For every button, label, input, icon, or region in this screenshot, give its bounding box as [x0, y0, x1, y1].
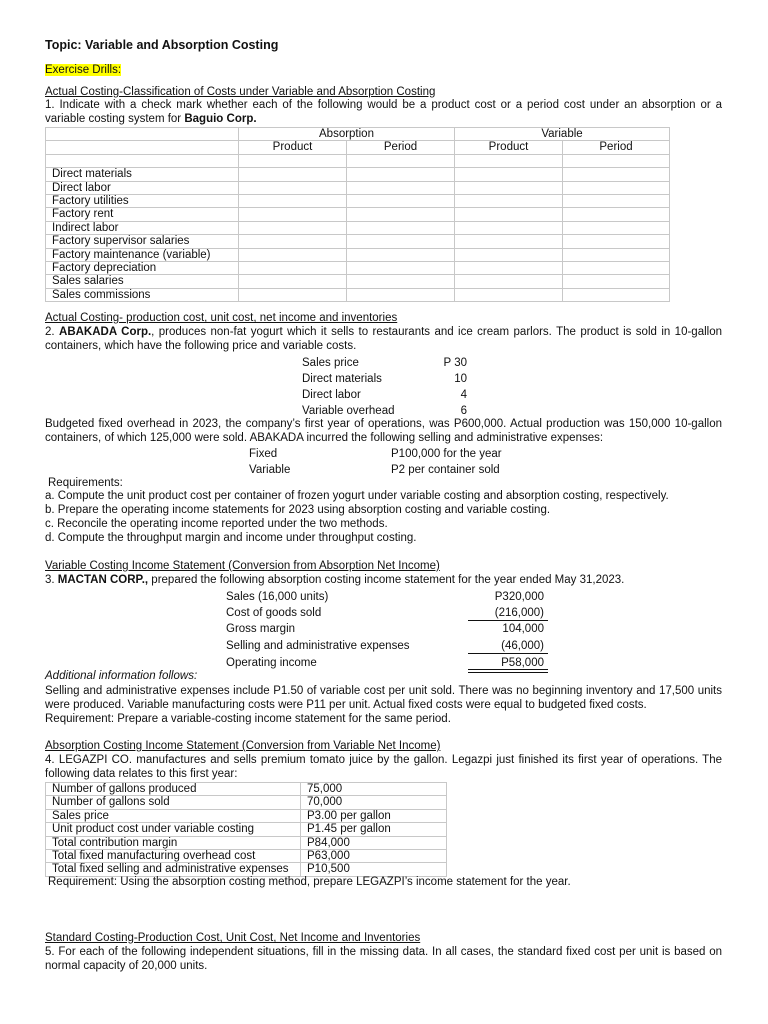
check-cell[interactable]	[455, 195, 563, 208]
data-value: P3.00 per gallon	[301, 809, 447, 822]
check-cell[interactable]	[347, 235, 455, 248]
section-2-company: ABAKADA Corp.	[59, 326, 152, 338]
row-label: Sales salaries	[46, 275, 239, 288]
cost-label: Sales price	[302, 357, 359, 369]
section-3-text: prepared the following absorption costing income statement for the year ended May 31,2023.	[148, 574, 625, 586]
section-1-company: Baguio Corp.	[184, 113, 257, 125]
section-2-text: , produces non-fat yogurt which it sells to restaurants and ice cream parlors. The product is sold in 10-gallon containers, which have the following price and variable costs.	[45, 326, 722, 352]
data-value: P84,000	[301, 836, 447, 849]
table-row	[46, 248, 670, 261]
table-row	[46, 823, 447, 836]
section-1-text: 1. Indicate with a check mark whether each of the following would be a product cost or a period cost under an absorption or a variable costing system for	[45, 99, 722, 125]
section-3-num: 3.	[45, 574, 58, 586]
subtotal-rule	[468, 620, 548, 621]
page-title: Topic: Variable and Absorption Costing	[45, 38, 279, 52]
data-label: Total fixed selling and administrative expenses	[46, 863, 301, 876]
row-label: Factory rent	[46, 208, 239, 221]
check-cell[interactable]	[455, 262, 563, 275]
expense-label: Fixed	[249, 448, 278, 460]
table-row	[46, 836, 447, 849]
cost-value: 10	[454, 373, 467, 385]
section-2-num: 2.	[45, 326, 60, 338]
row-label: Factory supervisor salaries	[46, 235, 239, 248]
table-row	[46, 221, 670, 234]
check-cell[interactable]	[347, 248, 455, 261]
check-cell[interactable]	[455, 288, 563, 301]
income-line-label: Sales (16,000 units)	[226, 591, 329, 603]
section-1-instructions	[45, 98, 722, 126]
check-cell[interactable]	[563, 288, 670, 301]
check-cell[interactable]	[347, 208, 455, 221]
row-label: Direct materials	[46, 168, 239, 181]
data-value: 75,000	[301, 783, 447, 796]
check-cell[interactable]	[455, 235, 563, 248]
check-cell[interactable]	[239, 221, 347, 234]
section-2-intro	[45, 325, 722, 353]
check-cell[interactable]	[563, 195, 670, 208]
column-header: Product	[239, 141, 347, 154]
income-line-value: (46,000)	[501, 640, 544, 652]
cost-classification-table	[45, 127, 670, 302]
check-cell[interactable]	[239, 248, 347, 261]
table-row	[46, 181, 670, 194]
data-value: P10,500	[301, 863, 447, 876]
legazpi-data-table	[45, 782, 447, 877]
check-cell[interactable]	[239, 208, 347, 221]
check-cell[interactable]	[455, 275, 563, 288]
row-label: Factory depreciation	[46, 262, 239, 275]
data-value: P63,000	[301, 850, 447, 863]
check-cell[interactable]	[239, 181, 347, 194]
section-3-company: MACTAN CORP.,	[57, 574, 149, 586]
check-cell[interactable]	[455, 221, 563, 234]
section-4-requirement: Requirement: Using the absorption costing method, prepare LEGAZPI’s income statement for the year.	[48, 876, 571, 888]
requirements-label: Requirements:	[48, 477, 123, 489]
data-label: Number of gallons sold	[46, 796, 301, 809]
section-3-intro	[45, 573, 624, 587]
expense-value: P100,000 for the year	[391, 448, 502, 460]
income-line-label: Gross margin	[226, 623, 296, 635]
check-cell[interactable]	[563, 168, 670, 181]
table-row	[46, 262, 670, 275]
column-header: Period	[347, 141, 455, 154]
data-label: Total contribution margin	[46, 836, 301, 849]
check-cell[interactable]	[455, 168, 563, 181]
table-row	[46, 208, 670, 221]
check-cell[interactable]	[347, 168, 455, 181]
variable-group-header: Variable	[455, 128, 670, 141]
total-double-rule	[468, 669, 548, 673]
highlighted-label: Exercise Drills:	[45, 64, 122, 76]
subtotal-rule	[468, 653, 548, 654]
check-cell[interactable]	[563, 235, 670, 248]
check-cell[interactable]	[347, 181, 455, 194]
cost-label: Direct materials	[302, 373, 382, 385]
data-label: Unit product cost under variable costing	[46, 823, 301, 836]
requirement-item: d. Compute the throughput margin and income under throughput costing.	[45, 532, 417, 544]
income-line-value: P58,000	[501, 657, 544, 669]
check-cell[interactable]	[563, 275, 670, 288]
check-cell[interactable]	[239, 262, 347, 275]
check-cell[interactable]	[563, 181, 670, 194]
income-line-value: 104,000	[502, 623, 544, 635]
check-cell[interactable]	[347, 288, 455, 301]
data-value: P1.45 per gallon	[301, 823, 447, 836]
section-4-heading: Absorption Costing Income Statement (Conversion from Variable Net Income)	[45, 740, 441, 752]
income-line-label: Operating income	[226, 657, 317, 669]
section-3-requirement: Requirement: Prepare a variable-costing income statement for the same period.	[45, 713, 451, 725]
row-label: Factory maintenance (variable)	[46, 248, 239, 261]
table-row	[46, 235, 670, 248]
row-label: Direct labor	[46, 181, 239, 194]
section-5-intro: 5. For each of the following independent situations, fill in the missing data. In all cases, the standard fixed cost per unit is based on normal capacity of 20,000 units.	[45, 946, 722, 972]
data-label: Number of gallons produced	[46, 783, 301, 796]
absorption-group-header: Absorption	[239, 128, 455, 141]
check-cell[interactable]	[563, 262, 670, 275]
income-line-label: Cost of goods sold	[226, 607, 322, 619]
check-cell[interactable]	[239, 235, 347, 248]
data-label: Total fixed manufacturing overhead cost	[46, 850, 301, 863]
section-3-heading: Variable Costing Income Statement (Conversion from Absorption Net Income)	[45, 560, 440, 572]
table-row	[46, 796, 447, 809]
requirement-item: a. Compute the unit product cost per container of frozen yogurt under variable costing and absorption costing, respectively.	[45, 490, 669, 502]
table-cell	[46, 128, 239, 141]
section-1-heading: Actual Costing-Classification of Costs under Variable and Absorption Costing	[45, 86, 436, 98]
expense-value: P2 per container sold	[391, 464, 500, 476]
section-3-paragraph: Selling and administrative expenses include P1.50 of variable cost per unit sold. There was no beginning inventory and 17,500 units were produced. Variable manufacturing costs were P11 per unit. Actual fixed costs were equal to budgeted fixed costs.	[45, 685, 722, 711]
data-value: 70,000	[301, 796, 447, 809]
check-cell[interactable]	[563, 208, 670, 221]
column-header: Product	[455, 141, 563, 154]
table-row	[46, 783, 447, 796]
table-cell	[46, 141, 239, 154]
check-cell[interactable]	[347, 195, 455, 208]
row-label: Indirect labor	[46, 221, 239, 234]
section-2-heading: Actual Costing- production cost, unit cost, net income and inventories	[45, 312, 398, 324]
cost-value: 6	[460, 405, 467, 417]
cost-label: Variable overhead	[302, 405, 395, 417]
check-cell[interactable]	[347, 221, 455, 234]
check-cell[interactable]	[455, 248, 563, 261]
table-spacer-row	[46, 154, 670, 167]
table-row	[46, 850, 447, 863]
column-header: Period	[563, 141, 670, 154]
check-cell[interactable]	[239, 168, 347, 181]
requirement-item: c. Reconcile the operating income reported under the two methods.	[45, 518, 388, 530]
cost-label: Direct labor	[302, 389, 361, 401]
cost-value: P 30	[443, 357, 467, 369]
check-cell[interactable]	[239, 288, 347, 301]
row-label: Factory utilities	[46, 195, 239, 208]
check-cell[interactable]	[347, 275, 455, 288]
check-cell[interactable]	[347, 262, 455, 275]
income-line-value: P320,000	[494, 591, 544, 603]
table-row	[46, 195, 670, 208]
income-line-label: Selling and administrative expenses	[226, 640, 410, 652]
table-group-header-row	[46, 128, 670, 141]
check-cell[interactable]	[455, 181, 563, 194]
table-row	[46, 275, 670, 288]
section-2-budget-text: Budgeted fixed overhead in 2023, the company’s first year of operations, was P600,000. Actual production was 150,000 10-gallon containers, of which 125,000 were sold. ABAKADA incurred the following selling and administrative expenses:	[45, 418, 722, 444]
table-column-header-row	[46, 141, 670, 154]
exercise-drills-label	[45, 63, 121, 77]
data-label: Sales price	[46, 809, 301, 822]
table-row	[46, 168, 670, 181]
check-cell[interactable]	[455, 208, 563, 221]
section-5-heading: Standard Costing-Production Cost, Unit Cost, Net Income and Inventories	[45, 932, 421, 944]
check-cell[interactable]	[239, 275, 347, 288]
income-line-value: (216,000)	[494, 607, 544, 619]
requirement-item: b. Prepare the operating income statements for 2023 using absorption costing and variable costing.	[45, 504, 551, 516]
table-row	[46, 288, 670, 301]
check-cell[interactable]	[239, 195, 347, 208]
row-label: Sales commissions	[46, 288, 239, 301]
section-4-intro: 4. LEGAZPI CO. manufactures and sells premium tomato juice by the gallon. Legazpi just finished its first year of operations. The following data relates to this first year:	[45, 754, 722, 780]
check-cell[interactable]	[563, 248, 670, 261]
additional-info-label: Additional information follows:	[45, 670, 198, 682]
check-cell[interactable]	[563, 221, 670, 234]
expense-label: Variable	[249, 464, 291, 476]
cost-value: 4	[460, 389, 467, 401]
table-row	[46, 809, 447, 822]
